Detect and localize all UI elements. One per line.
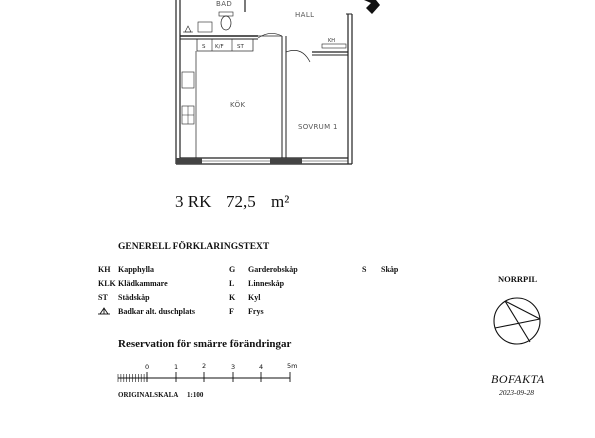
legend-code: ST bbox=[98, 293, 108, 302]
scale-tick-label: 4 bbox=[259, 363, 264, 371]
scale-tick-labels bbox=[145, 362, 297, 371]
legend-title: GENERELL FÖRKLARINGSTEXT bbox=[118, 242, 270, 252]
legend-code: F bbox=[229, 307, 234, 316]
legend-label: Frys bbox=[248, 307, 264, 316]
scale-label: ORIGINALSKALA bbox=[118, 391, 179, 399]
plan-walls bbox=[176, 0, 352, 164]
room-label-hall: HALL bbox=[295, 11, 315, 19]
legend-code: G bbox=[229, 265, 236, 274]
legend-label: Klädkammare bbox=[118, 279, 168, 288]
legend-col2 bbox=[229, 265, 298, 316]
area-value: 72,5 bbox=[226, 192, 256, 211]
reservation-note: Reservation för smärre förändringar bbox=[118, 338, 292, 350]
legend-col3 bbox=[362, 265, 399, 274]
legend-code: S bbox=[362, 265, 367, 274]
legend-label: Städskåp bbox=[118, 293, 150, 302]
scale-tick-label: 0 bbox=[145, 363, 150, 371]
area-unit: m² bbox=[271, 192, 290, 211]
scale-tick-label: 3 bbox=[231, 363, 236, 371]
scale-tick-label: 5m bbox=[287, 362, 298, 370]
brand-date: 2023-09-28 bbox=[499, 388, 534, 397]
scale-bar bbox=[118, 372, 290, 382]
brand-name: BOFAKTA bbox=[491, 372, 545, 386]
tag-kh: KH bbox=[328, 38, 336, 44]
legend-label: Linneskåp bbox=[248, 279, 285, 288]
room-label-kok: KÖK bbox=[230, 101, 246, 109]
tag-kf: K/F bbox=[215, 44, 224, 50]
legend-code: KLK bbox=[98, 279, 116, 288]
room-label-bad: BAD bbox=[216, 0, 233, 8]
north-label: NORRPIL bbox=[498, 274, 538, 284]
shower-icon bbox=[98, 308, 110, 314]
legend-code: KH bbox=[98, 265, 111, 274]
legend-label: Skåp bbox=[381, 265, 399, 274]
entry-marker bbox=[364, 0, 380, 14]
legend-label: Kyl bbox=[248, 293, 261, 302]
legend-code: K bbox=[229, 293, 236, 302]
room-label-sovrum: SOVRUM 1 bbox=[298, 123, 338, 131]
legend-label: Kapphylla bbox=[118, 265, 155, 274]
legend-label: Badkar alt. duschplats bbox=[118, 307, 195, 316]
tag-s: S bbox=[202, 44, 206, 50]
legend-col1 bbox=[98, 265, 195, 316]
scale-tick-label: 1 bbox=[174, 363, 179, 371]
legend-code: L bbox=[229, 279, 235, 288]
scale-tick-label: 2 bbox=[202, 362, 207, 370]
tag-st: ST bbox=[237, 44, 244, 50]
area-label bbox=[175, 192, 289, 211]
area-rooms: 3 RK bbox=[175, 192, 212, 211]
north-arrow-icon bbox=[494, 298, 540, 344]
scale-ratio: 1:100 bbox=[187, 391, 204, 399]
legend-label: Garderobskåp bbox=[248, 265, 298, 274]
